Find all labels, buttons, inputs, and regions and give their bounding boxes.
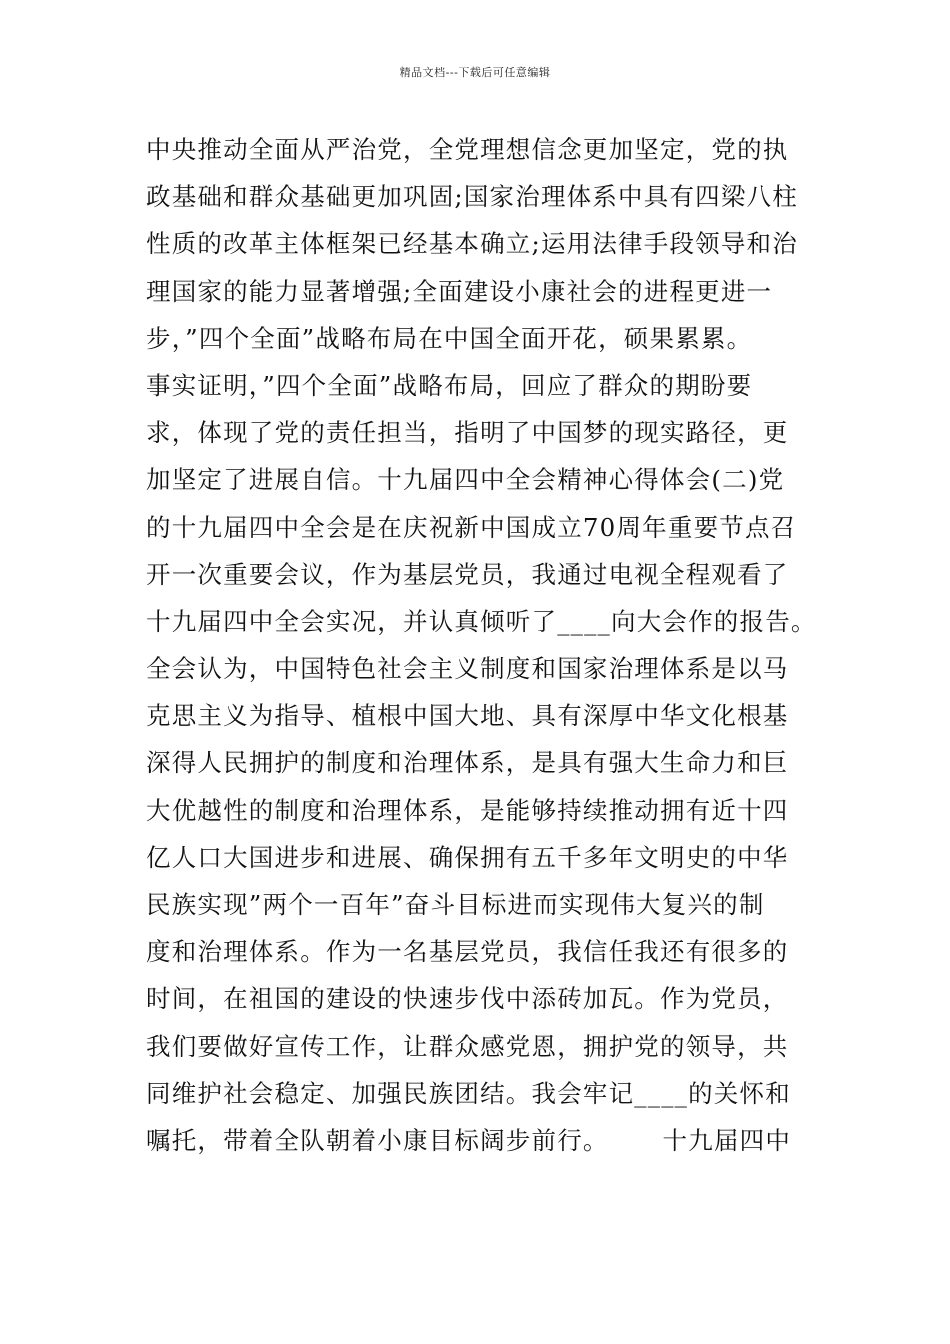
text-line: 克思主义为指导、植根中国大地、具有深厚中华文化根基	[146, 701, 789, 731]
text-line: 深得人民拥护的制度和治理体系，是具有强大生命力和巨	[146, 748, 789, 778]
body-text	[146, 126, 846, 1164]
text-line: 时间，在祖国的建设的快速步伐中添砖加瓦。作为党员，	[146, 984, 789, 1014]
page-header: 精品文档---下载后可任意编辑	[399, 66, 551, 79]
text-line: 性质的改革主体框架已经基本确立;运用法律手段领导和治	[146, 229, 798, 259]
text-line: 步，”四个全面”战略布局在中国全面开花，硕果累累。	[146, 323, 753, 353]
text-line: 中央推动全面从严治党，全党理想信念更加坚定，党的执	[146, 135, 789, 164]
text-line: 事实证明，”四个全面”战略布局，回应了群众的期盼要	[146, 370, 753, 400]
text-line: 求，体现了党的责任担当，指明了中国梦的现实路径，更	[146, 418, 789, 448]
text-line: 我们要做好宣传工作，让群众感党恩，拥护党的领导，共	[146, 1031, 789, 1061]
text-line: 度和治理体系。作为一名基层党员，我信任我还有很多的	[146, 937, 789, 967]
text-line: 大优越性的制度和治理体系，是能够持续推动拥有近十四	[146, 795, 789, 825]
text-line: 加坚定了进展自信。十九届四中全会精神心得体会(二)党	[146, 465, 785, 495]
text-line: 民族实现”两个一百年”奋斗目标进而实现伟大复兴的制	[146, 890, 765, 919]
text-line: 嘱托，带着全队朝着小康目标阔步前行。 十九届四中	[146, 1125, 792, 1155]
text-line: 十九届四中全会实况，并认真倾听了____向大会作的报告。	[146, 606, 817, 636]
text-line: 的十九届四中全会是在庆祝新中国成立70周年重要节点召	[146, 512, 797, 542]
text-line: 政基础和群众基础更加巩固;国家治理体系中具有四梁八柱	[146, 182, 798, 212]
text-line: 同维护社会稳定、加强民族团结。我会牢记____的关怀和	[146, 1078, 791, 1108]
text-line: 亿人口大国进步和进展、确保拥有五千多年文明史的中华	[146, 842, 789, 872]
text-line: 全会认为，中国特色社会主义制度和国家治理体系是以马	[146, 654, 789, 684]
text-line: 开一次重要会议，作为基层党员，我通过电视全程观看了	[146, 559, 789, 589]
text-line: 理国家的能力显著增强;全面建设小康社会的进程更进一	[146, 276, 773, 306]
